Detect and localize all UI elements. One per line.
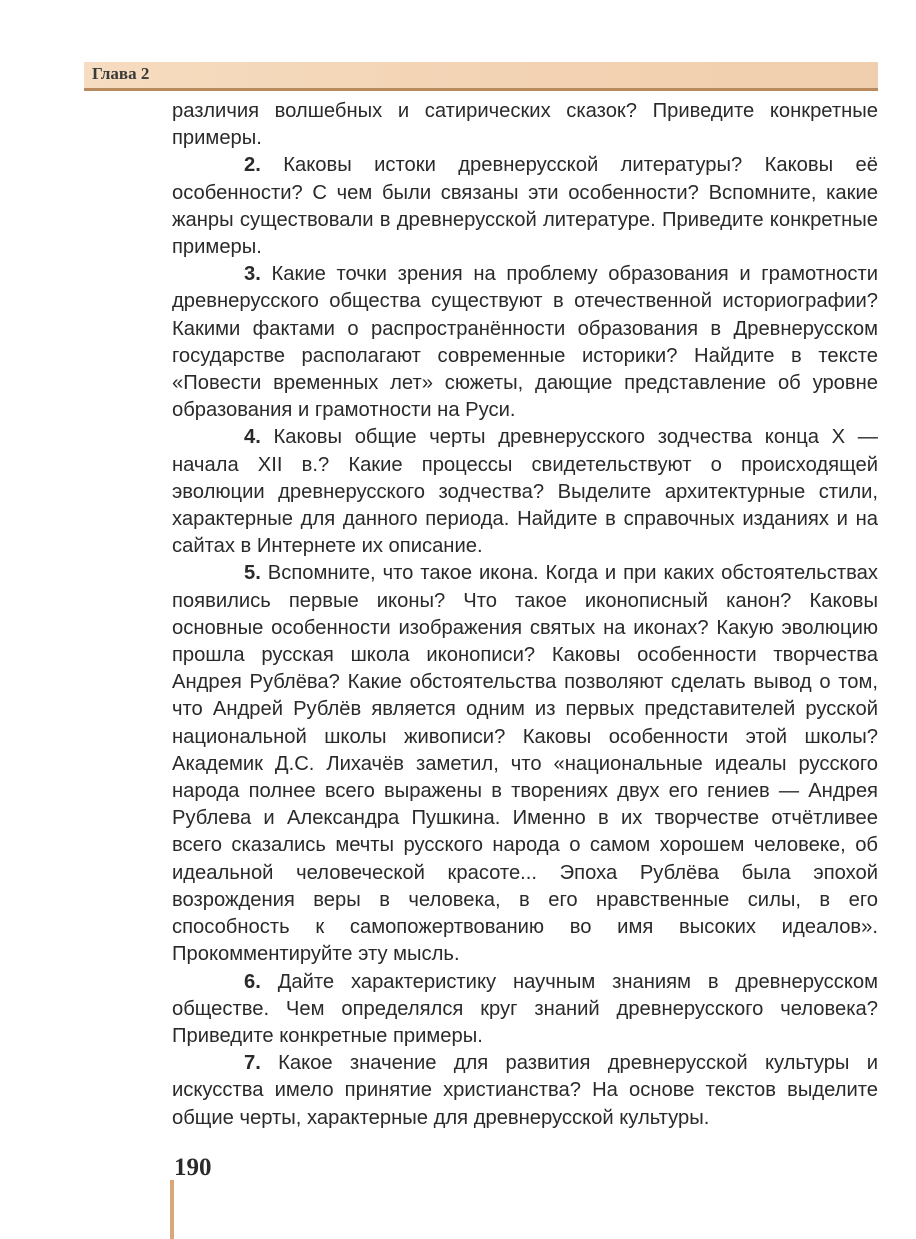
question-text: Дайте характеристику научным знаниям в древнерусском обществе. Чем определялся круг знаний древнерусского человека? Приведите конкретные примеры. xyxy=(172,970,878,1047)
question-number: 2. xyxy=(244,154,261,177)
margin-bar xyxy=(170,1180,174,1239)
question-6 xyxy=(172,969,878,1051)
question-number: 5. xyxy=(244,562,261,585)
question-number: 4. xyxy=(244,426,261,449)
page-number: 190 xyxy=(174,1154,212,1181)
question-number: 6. xyxy=(244,970,261,993)
question-text: Вспомните, что такое икона. Когда и при каких обстоятельствах появились первые иконы? Что такое иконописный канон? Каковы основные особенности изображения святых на иконах? Какую эволюцию прошла русская школа иконописи? Каковы особенности творчества Андрея Рублёва? Какие обстоятельства позволяют сделать вывод о том, что Андрей Рублёв является одним из первых представителей русской национальной школы живописи? Каковы особенности этой школы? Академик Д.С. Лихачёв заметил, что «национальные идеалы русского народа полнее всего выражены в творениях двух его гениев — Андрея Рублева и Александра Пушкина. Именно в их творчестве отчётливее всего сказались мечты русского народа о самом хорошем человеке, об идеальной человеческой красоте... Эпоха Рублёва была эпохой возрождения веры в человека, в его нравственные силы, в его способность к самопожертвованию во имя высоких идеалов». Прокомментируйте эту мысль. xyxy=(172,562,878,966)
question-text: Какие точки зрения на проблему образования и грамотности древнерусского общества существуют в отечественной историографии? Какими фактами о распространённости образования в Древнерусском государстве располагают современные историки? Найдите в тексте «Повести временных лет» сюжеты, дающие представление об уровне образования и грамотности на Руси. xyxy=(172,263,878,422)
question-3 xyxy=(172,261,878,424)
question-7 xyxy=(172,1050,878,1132)
question-2 xyxy=(172,152,878,261)
question-text: Каковы общие черты древнерусского зодчества конца X — начала XII в.? Какие процессы свидетельствуют о происходящей эволюции древнерусского зодчества? Выделите архитектурные стили, характерные для данного периода. Найдите в справочных изданиях и на сайтах в Интернете их описание. xyxy=(172,426,878,558)
question-continuation xyxy=(172,98,878,152)
question-number: 7. xyxy=(244,1052,261,1075)
chapter-label: Глава 2 xyxy=(92,64,150,83)
question-text: различия волшебных и сатирических сказок? Приведите конкретные примеры. xyxy=(172,100,878,150)
questions-text xyxy=(172,98,878,1132)
chapter-header-band xyxy=(84,62,878,88)
question-text: Какое значение для развития древнерусской культуры и искусства имело принятие христианства? На основе текстов выделите общие черты, характерные для древнерусской культуры. xyxy=(172,1052,878,1129)
question-number: 3. xyxy=(244,263,261,286)
question-5 xyxy=(172,560,878,968)
chapter-header-rule xyxy=(84,88,878,91)
question-text: Каковы истоки древнерусской литературы? Каковы её особенности? С чем были связаны эти особенности? Вспомните, какие жанры существовали в древнерусской литературе. Приведите конкретные примеры. xyxy=(172,154,878,259)
question-4 xyxy=(172,424,878,560)
